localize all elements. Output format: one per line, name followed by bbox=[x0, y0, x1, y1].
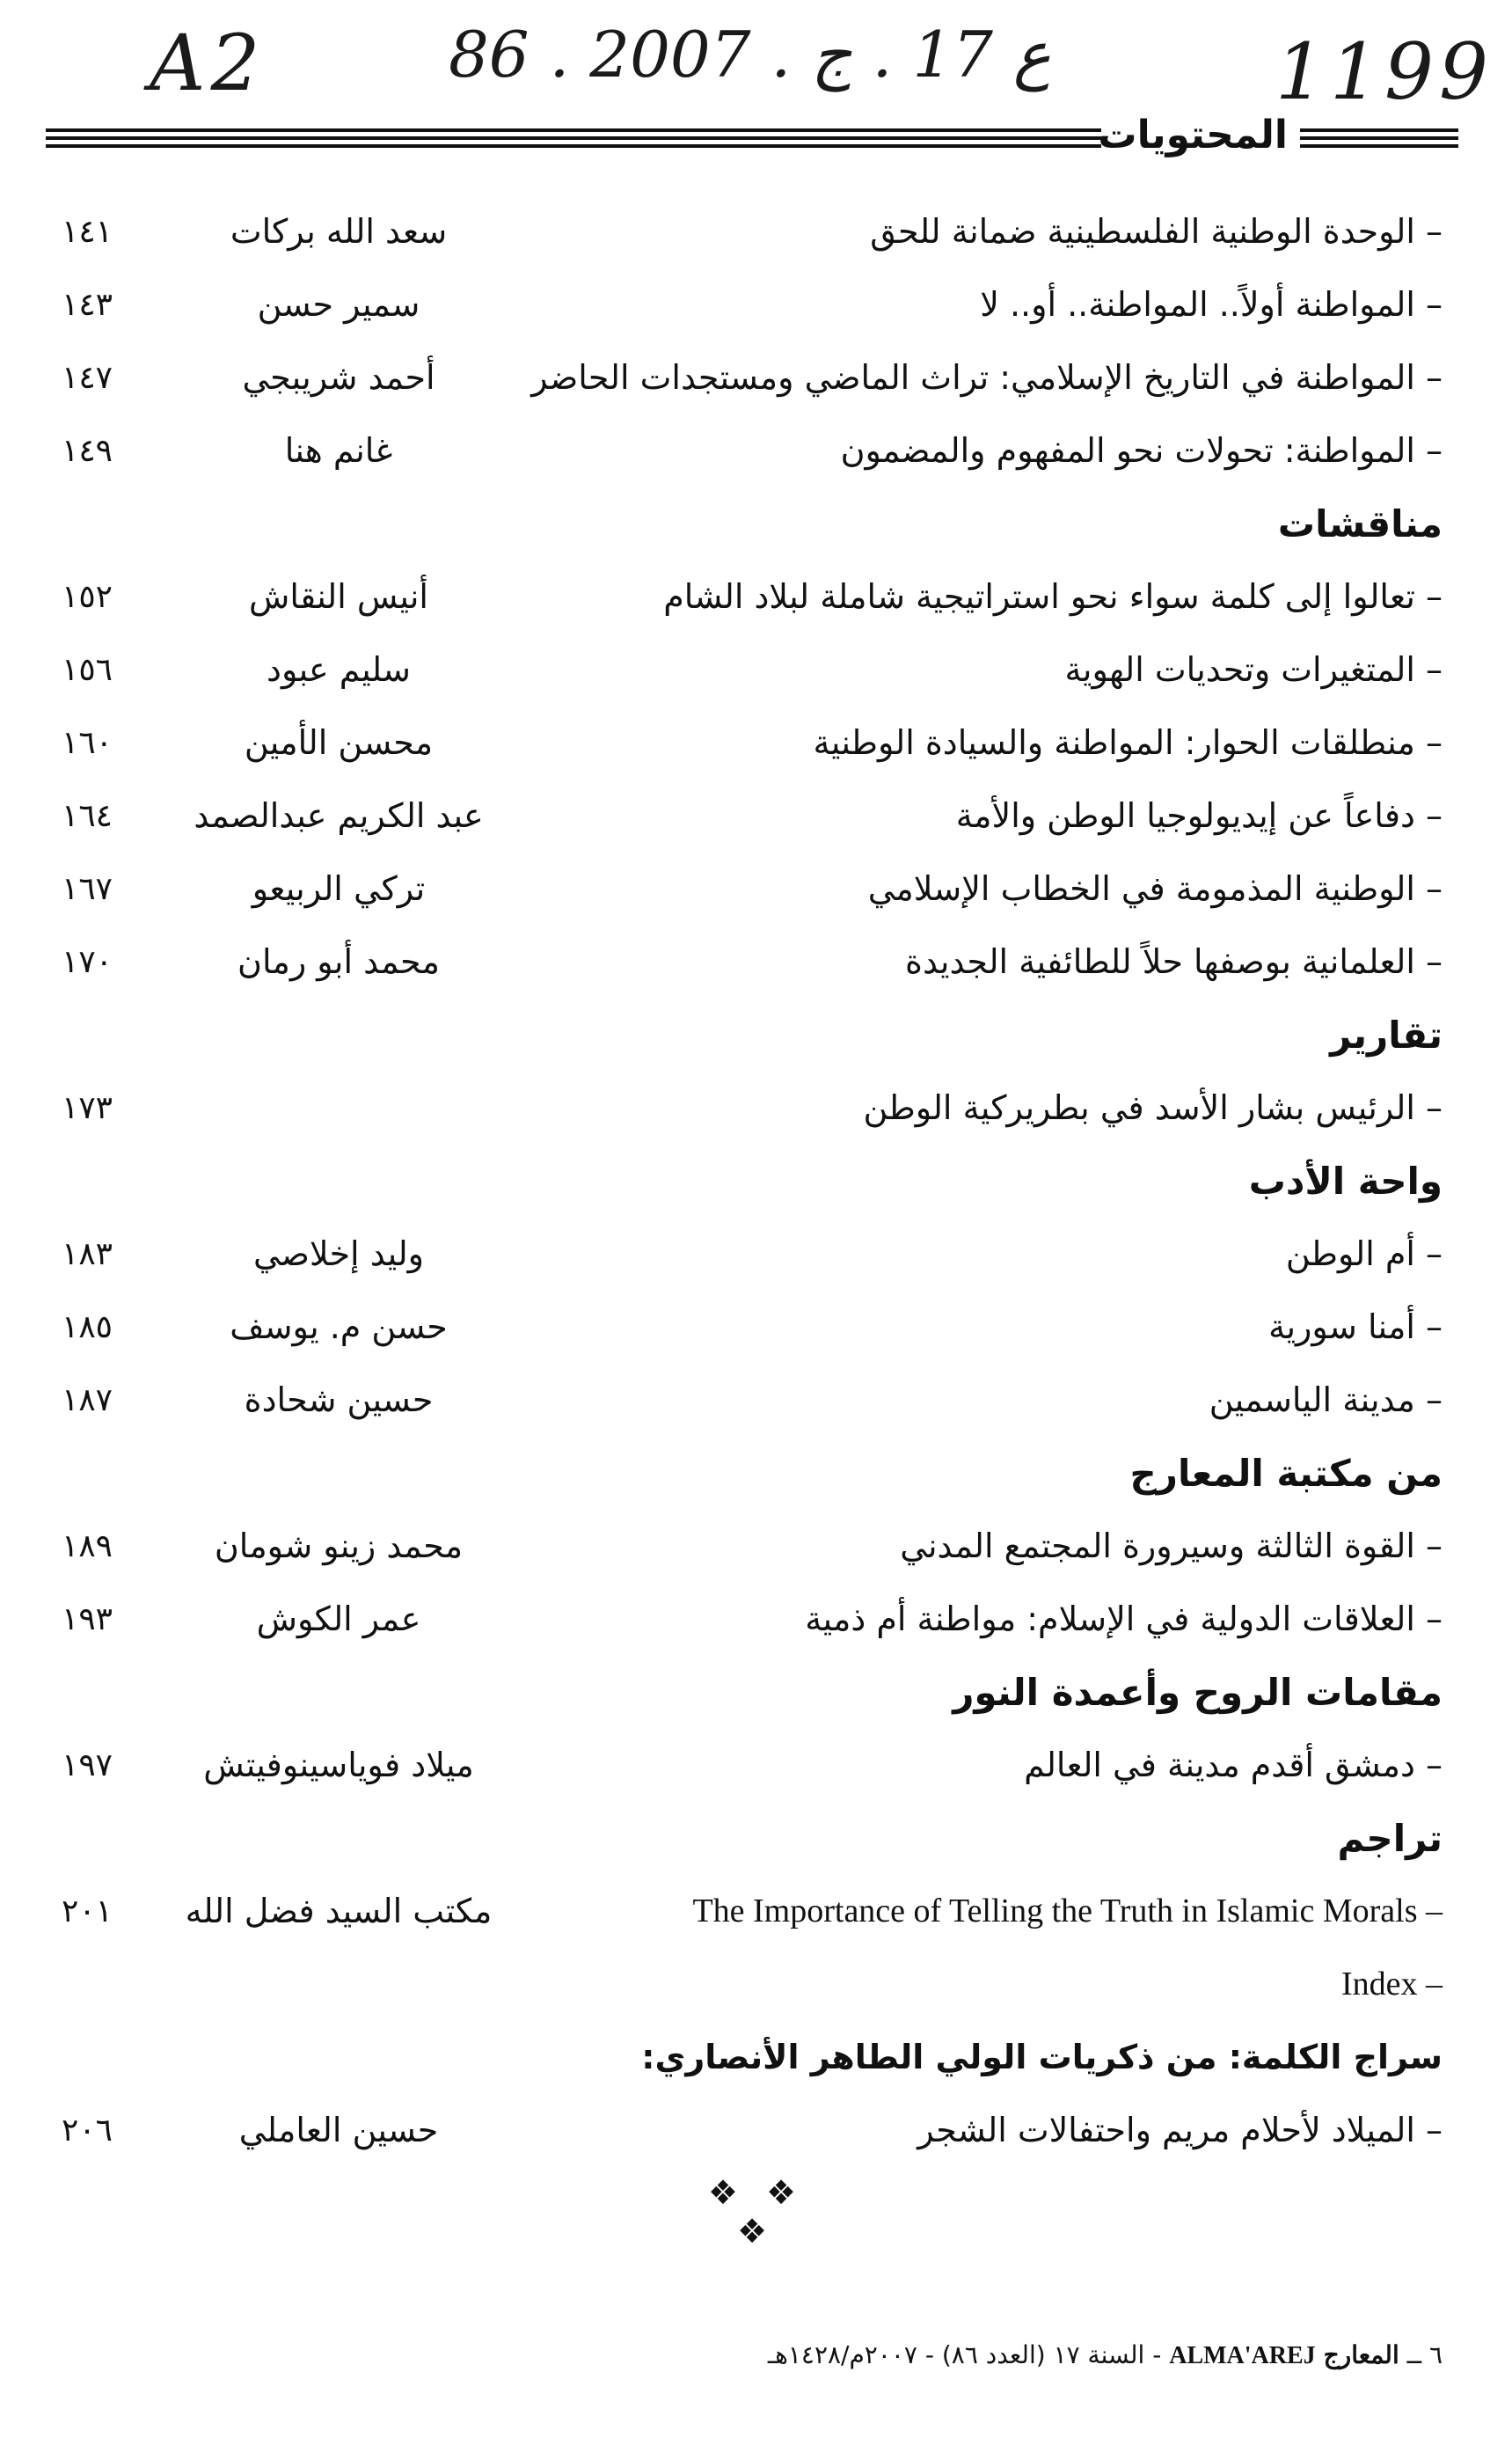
toc-entry bbox=[62, 560, 1443, 633]
toc-author: محسن الأمين bbox=[244, 723, 434, 762]
toc-entry bbox=[62, 414, 1443, 487]
toc-entry bbox=[62, 707, 1443, 780]
toc-author: وليد إخلاصي bbox=[252, 1234, 425, 1273]
toc-title: Index – bbox=[1340, 1966, 1443, 2002]
toc-page-number: ١٦٤ bbox=[62, 798, 113, 834]
section-heading: تراجم bbox=[1337, 1817, 1443, 1860]
toc-title: – أم الوطن bbox=[1285, 1234, 1443, 1273]
toc-title: – العلاقات الدولية في الإسلام: مواطنة أم ذمية bbox=[805, 1600, 1443, 1638]
toc-title: – أمنا سورية bbox=[1268, 1307, 1443, 1346]
table-of-contents bbox=[62, 195, 1443, 2167]
footer-journal-ar: المعارج bbox=[1323, 2342, 1399, 2369]
section-heading: تقارير bbox=[1330, 1014, 1443, 1057]
page-footer: ٦ ــ المعارج ALMA'AREJ - السنة ١٧ (العدد ٨٦) - ٢٠٠٧م/١٤٢٨هـ bbox=[767, 2340, 1443, 2369]
toc-title: – المواطنة أولاً.. المواطنة.. أو.. لا bbox=[980, 285, 1443, 324]
toc-entry bbox=[62, 1583, 1443, 1656]
contents-title: المحتويات bbox=[1098, 113, 1288, 157]
toc-author: حسن م. يوسف bbox=[230, 1307, 448, 1346]
toc-page-number: ٢٠٦ bbox=[62, 2112, 113, 2149]
handwritten-code: A2 bbox=[150, 18, 266, 108]
toc-entry bbox=[62, 1072, 1443, 1145]
footer-page-number: ٦ bbox=[1428, 2340, 1443, 2369]
toc-page-number: ١٩٣ bbox=[62, 1601, 113, 1637]
toc-author: سعد الله بركات bbox=[230, 212, 448, 251]
toc-author: عبد الكريم عبدالصمد bbox=[194, 796, 484, 835]
handwritten-issue: 86 . ع 17 . ج . 2007 bbox=[449, 18, 1051, 92]
toc-title: – تعالوا إلى كلمة سواء نحو استراتيجية شاملة لبلاد الشام bbox=[663, 577, 1443, 616]
toc-author: حسين شحادة bbox=[244, 1380, 434, 1419]
toc-entry bbox=[62, 268, 1443, 341]
toc-title: – دفاعاً عن إيديولوجيا الوطن والأمة bbox=[955, 796, 1443, 835]
toc-page-number: ١٦٧ bbox=[62, 871, 113, 907]
toc-page-number: ١٥٢ bbox=[62, 579, 113, 615]
toc-author: حسين العاملي bbox=[238, 2111, 439, 2149]
toc-title: The Importance of Telling the Truth in Islamic Morals – bbox=[692, 1893, 1443, 1929]
toc-title: – الوطنية المذمومة في الخطاب الإسلامي bbox=[867, 869, 1443, 908]
toc-entry bbox=[62, 341, 1443, 414]
toc-author: ميلاد فوياسينوفيتش bbox=[203, 1746, 474, 1784]
section-heading: سراج الكلمة: من ذكريات الولي الطاهر الأنصاري: bbox=[641, 2038, 1443, 2076]
toc-title: – العلمانية بوصفها حلاً للطائفية الجديدة bbox=[905, 942, 1443, 981]
toc-title: – منطلقات الحوار: المواطنة والسيادة الوطنية bbox=[813, 723, 1443, 762]
header-rule-left bbox=[46, 128, 1101, 152]
section-heading: من مكتبة المعارج bbox=[1129, 1452, 1443, 1495]
toc-page-number: ١٤٩ bbox=[62, 433, 113, 469]
toc-entry bbox=[62, 926, 1443, 999]
toc-entry bbox=[62, 1729, 1443, 1802]
toc-page-number: ١٧٣ bbox=[62, 1090, 113, 1126]
toc-page-number: ١٨٩ bbox=[62, 1528, 113, 1564]
toc-page-number: ١٨٣ bbox=[62, 1236, 113, 1272]
toc-author: غانم هنا bbox=[284, 431, 393, 470]
toc-author: تركي الربيعو bbox=[252, 869, 426, 908]
toc-entry bbox=[62, 633, 1443, 707]
toc-entry bbox=[62, 195, 1443, 268]
toc-page-number: ١٩٧ bbox=[62, 1747, 113, 1783]
toc-title: – دمشق أقدم مدينة في العالم bbox=[1024, 1746, 1443, 1784]
toc-author: سمير حسن bbox=[257, 285, 420, 324]
toc-author: أحمد شريبجي bbox=[242, 358, 435, 397]
section-heading: واحة الأدب bbox=[1248, 1160, 1443, 1203]
toc-author: محمد زينو شومان bbox=[214, 1527, 464, 1565]
toc-author: عمر الكوش bbox=[256, 1600, 421, 1638]
section-heading: مناقشات bbox=[1277, 502, 1443, 545]
toc-page-number: ١٤٣ bbox=[62, 287, 113, 323]
toc-entry bbox=[62, 2094, 1443, 2167]
toc-title: – المواطنة: تحولات نحو المفهوم والمضمون bbox=[840, 431, 1443, 470]
handwritten-number: 1199 bbox=[1275, 26, 1494, 117]
toc-author: سليم عبود bbox=[267, 650, 411, 689]
toc-page-number: ١٨٧ bbox=[62, 1382, 113, 1418]
toc-title: – الوحدة الوطنية الفلسطينية ضمانة للحق bbox=[870, 212, 1443, 251]
toc-page-number: ١٦٠ bbox=[62, 725, 113, 761]
toc-title: – القوة الثالثة وسيرورة المجتمع المدني bbox=[900, 1527, 1443, 1565]
footer-journal-en: ALMA'AREJ bbox=[1169, 2342, 1316, 2369]
toc-title: – المواطنة في التاريخ الإسلامي: تراث الماضي ومستجدات الحاضر bbox=[531, 358, 1443, 397]
ornament-stars: ❖ ❖ ❖ bbox=[707, 2173, 806, 2251]
toc-author: أنيس النقاش bbox=[249, 577, 428, 616]
toc-entry bbox=[62, 1510, 1443, 1583]
toc-title: – الرئيس بشار الأسد في بطريركية الوطن bbox=[863, 1088, 1443, 1127]
toc-entry bbox=[62, 780, 1443, 853]
section-heading: مقامات الروح وأعمدة النور bbox=[953, 1671, 1443, 1714]
toc-entry bbox=[62, 1948, 1443, 2021]
toc-entry bbox=[62, 1875, 1443, 1948]
toc-entry bbox=[62, 853, 1443, 926]
toc-page-number: ١٤١ bbox=[62, 214, 113, 250]
toc-page-number: ١٨٥ bbox=[62, 1309, 113, 1345]
footer-issue-info: السنة ١٧ (العدد ٨٦) - ٢٠٠٧م/١٤٢٨هـ bbox=[767, 2340, 1145, 2369]
header-rule-right bbox=[1300, 128, 1458, 152]
toc-page-number: ١٧٠ bbox=[62, 944, 113, 980]
toc-entry bbox=[62, 1291, 1443, 1364]
toc-title: – الميلاد لأحلام مريم واحتفالات الشجر bbox=[917, 2111, 1443, 2149]
toc-page-number: ١٥٦ bbox=[62, 652, 113, 688]
toc-entry bbox=[62, 1218, 1443, 1291]
toc-author: مكتب السيد فضل الله bbox=[185, 1892, 493, 1930]
toc-title: – المتغيرات وتحديات الهوية bbox=[1064, 650, 1443, 689]
toc-title: – مدينة الياسمين bbox=[1209, 1380, 1443, 1419]
toc-page-number: ٢٠١ bbox=[62, 1893, 113, 1929]
contents-header bbox=[46, 113, 1458, 165]
toc-entry bbox=[62, 1364, 1443, 1437]
toc-page-number: ١٤٧ bbox=[62, 360, 113, 396]
toc-author: محمد أبو رمان bbox=[237, 942, 440, 981]
